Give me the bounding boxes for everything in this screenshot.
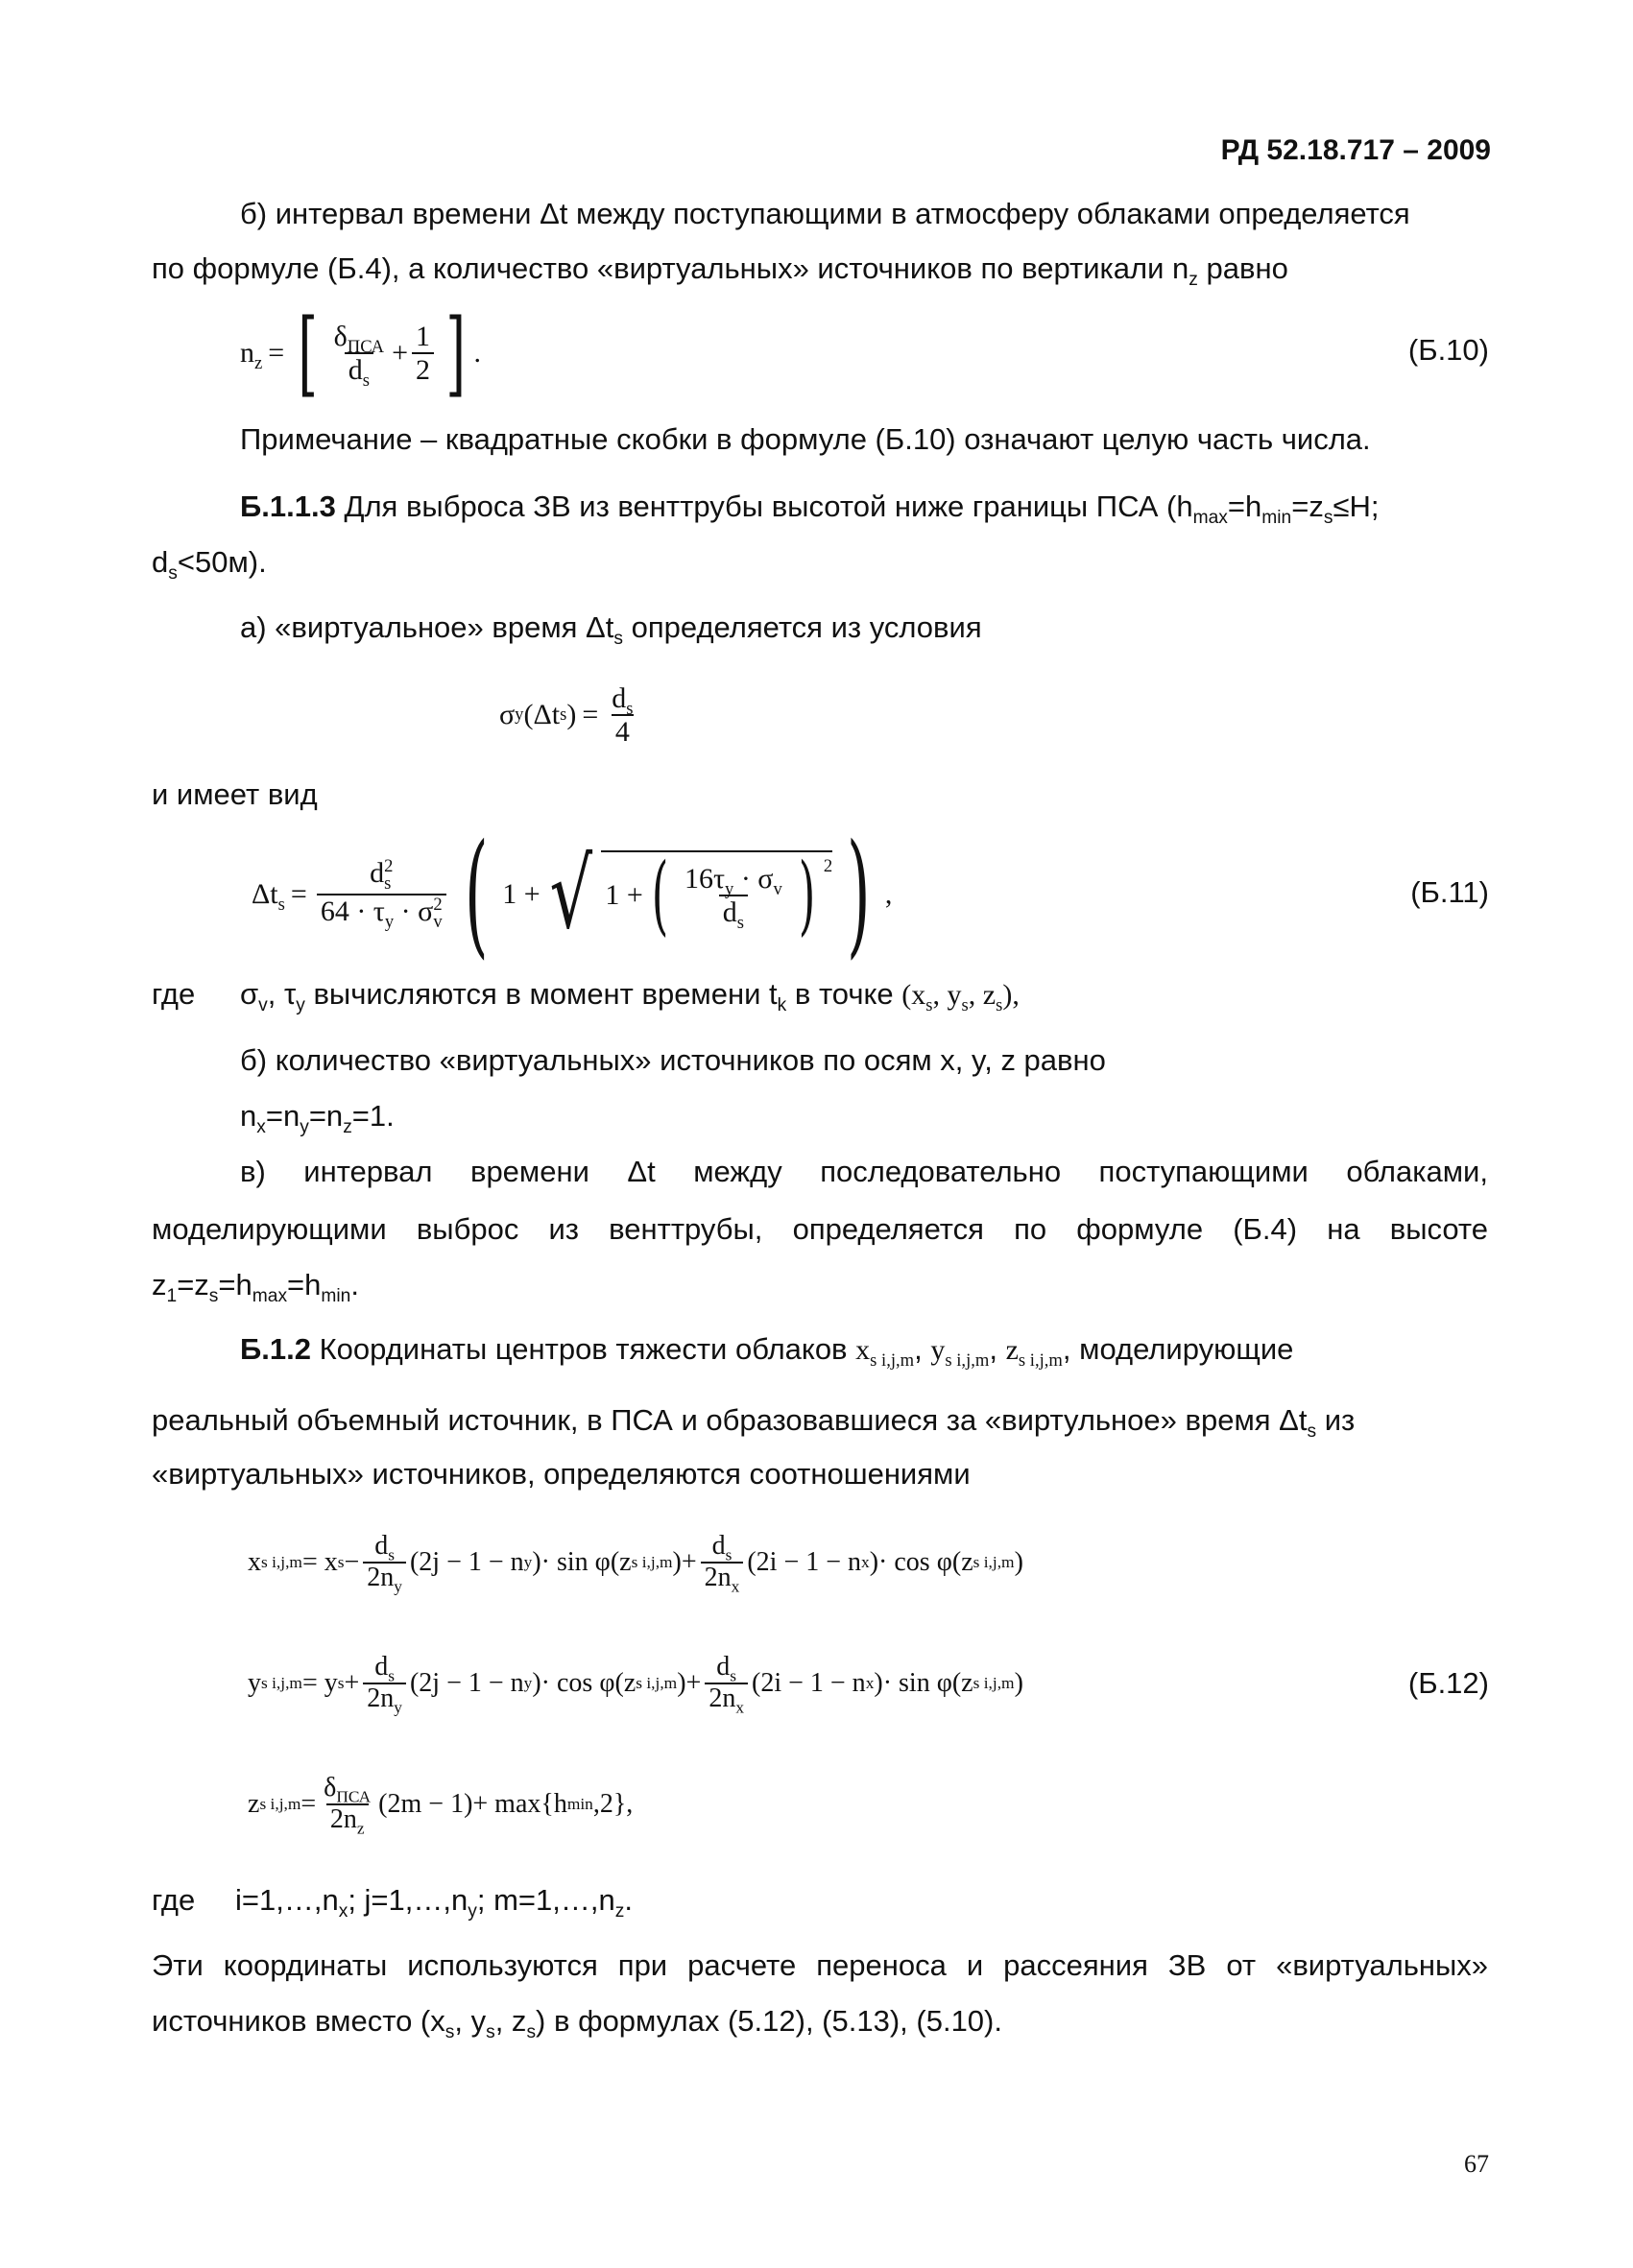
equation-sigma-condition: σ y (Δt s ) = $\frac{d_s}{4}$ [499,672,641,758]
text: (2j − 1 − n [409,1668,524,1698]
text: n [240,1099,257,1133]
var: n [240,337,254,369]
where-word-2: где [152,1883,196,1917]
text: определяется из условия [623,610,982,644]
equation-b12-z: z s i,j,m = $\frac{\delta_{ПСА}}{2n_z}$ (2m − 1)+ max{h min ,2}, [248,1773,634,1838]
var: 2n [367,1683,395,1713]
denominator [363,1562,406,1596]
subscript: 1 [166,1286,178,1307]
subscript: max [1192,508,1228,529]
coord-x [855,1334,915,1371]
equation-b12-x: x s i,j,m = x s − $\frac{d_s}{2n_y}$ (2j − 1 − n y )· sin φ(z s i,j,m )+ $\frac{d_s}{2n_x}$ (2i − 1 − n x )· cos φ(z s i,j,m ) [248,1531,1023,1596]
equation-b10 [240,299,481,407]
text: )· sin φ(z [874,1668,973,1698]
paragraph-b-line2 [152,251,1288,291]
text: источников вместо (x [152,2004,445,2038]
item-v-line3 [152,1268,359,1307]
subscript: ПСА [347,337,385,357]
equation-b11 [252,816,893,972]
fraction-inner [681,863,786,933]
text: · σ [733,863,774,895]
subscript: z [356,1819,365,1838]
var: d [711,1531,726,1562]
text: =z [177,1268,209,1301]
var: δ [324,1773,337,1803]
right-paren-inner: ) [798,845,816,945]
comma: , [884,878,893,910]
text: d [152,545,169,579]
denominator: 4 [612,714,634,748]
subscript: s [277,895,285,915]
section-b12-line3: «виртуальных» источников, определяются соотношениями [152,1457,971,1491]
text: )· cos φ(z [532,1668,636,1698]
section-number: Б.1.1.3 [240,489,336,523]
denominator [363,1683,406,1717]
var: x [248,1547,261,1577]
sup-sub-stack [384,855,394,895]
left-paren: ( [464,816,489,972]
fraction-ds-over-2ny [363,1531,406,1596]
subscript: y [394,1698,402,1717]
subscript: y [384,912,395,932]
subscript: s [725,1545,732,1564]
var: z [248,1789,260,1819]
text: , z [968,979,997,1011]
section-b12-line2 [152,1403,1356,1443]
subscript: s [362,370,370,391]
note-square-brackets: Примечание – квадратные скобки в формуле (Б.10) означают целую часть числа. [240,422,1371,456]
subscript: s i,j,m [870,1350,915,1371]
subscript: v [773,879,782,899]
subscript: x [735,1698,744,1717]
fraction-one-half [412,321,434,386]
equals-sign: = [290,878,307,910]
subscript: z [614,1901,625,1922]
text: = x [301,1547,338,1577]
var: d [612,682,627,714]
denominator [326,1803,369,1838]
var: d [722,896,737,928]
text: ; j=1,…,n [348,1883,468,1917]
text: · σ [394,895,434,927]
denominator [701,1562,744,1596]
plus-sign: + [344,1668,360,1698]
var: d [348,354,363,386]
numerator: 1 [416,321,431,352]
text: , [989,1332,1006,1366]
text: Координаты центров тяжести облаков [311,1332,856,1366]
page-number: 67 [1464,2150,1489,2178]
text: , y [932,979,962,1011]
text: 1 + [502,878,540,910]
superscript: 2 [384,855,394,876]
text: =h [218,1268,252,1301]
text: , [914,1332,931,1366]
text: )· cos φ(z [869,1547,973,1577]
text: =h [1227,489,1262,523]
var: 2n [708,1683,736,1713]
text: )· sin φ(z [532,1547,632,1577]
coord-z [1005,1334,1063,1371]
eq-lhs [240,337,263,373]
has-form-text: и имеет вид [152,777,318,811]
where-word-1: где [152,977,196,1011]
subscript: s [730,1666,737,1685]
text: , z [494,2004,527,2038]
equation-label-b12: (Б.12) [1407,1666,1489,1700]
fraction-ds-over-2nx [705,1652,748,1717]
subscript: s [526,2022,537,2043]
subscript: x [731,1577,740,1596]
text: 1 + [605,879,643,911]
var: 2n [704,1563,732,1592]
text: 64 · τ [320,895,385,927]
text: )+ [677,1668,702,1698]
numerator [330,321,388,357]
equals-sign: = [300,1789,317,1819]
section-b12-line1 [240,1332,1294,1371]
equals-sign: = [268,337,285,369]
item-a [240,610,982,650]
text: ) [1014,1668,1023,1698]
subscript: s [961,995,969,1015]
text: равно [1197,251,1288,285]
numerator [366,857,396,894]
var: x [855,1334,871,1366]
subscript: z [1189,270,1198,291]
text: ) [566,699,577,730]
subscript: y [468,1901,477,1922]
numerator [608,682,636,719]
subscript: min [321,1286,351,1307]
subscript: x [256,1117,266,1138]
text: =h [287,1268,322,1301]
superscript: 2 [433,894,443,915]
subscript: s [1323,508,1333,529]
fraction-main [317,857,446,931]
subscript: y [725,879,734,899]
text: . [624,1883,633,1917]
coord-y [930,1334,990,1371]
text: 16τ [684,863,726,895]
numerator [371,1653,398,1683]
var: y [930,1334,946,1366]
subscript: s [996,995,1003,1015]
text: ; m=1,…,n [476,1883,615,1917]
equation-label-b11: (Б.11) [1410,875,1489,909]
point-notation [901,979,1020,1015]
sqrt-body: 1 + ( $\frac{16\tau_y \cdot \sigma_v}{d_s}$ ) $^2$ [601,850,832,939]
item-v-line1: в) интервал времени Δt между последовательно поступающими облаками, [240,1155,1488,1188]
left-bracket: [ [298,299,319,407]
text: (2i − 1 − n [747,1547,862,1577]
text: =z [1291,489,1324,523]
denominator: 2 [412,352,434,386]
subscript: min [1261,508,1292,529]
fraction-d-over-4 [608,682,636,748]
plus-sign: + [392,337,409,369]
text: из [1316,1403,1356,1437]
text: ,2}, [592,1789,634,1819]
text: (2m − 1)+ max{h [378,1789,567,1819]
left-paren-inner: ( [651,845,669,945]
var: σ [499,699,516,730]
closing-line2 [152,2004,1002,2043]
var: z [1005,1334,1019,1366]
subscript: v [258,995,268,1016]
fraction-ds-over-2nx [701,1531,744,1596]
equation-label-b10: (Б.10) [1407,333,1489,367]
subscript: s [208,1286,219,1307]
subscript: s [444,2022,455,2043]
sqrt-sign: √ [549,838,592,950]
text: (2j − 1 − n [409,1547,524,1577]
text: <50м). [177,545,267,579]
text: . [350,1268,359,1301]
subscript: s i,j,m [1018,1350,1063,1371]
var: δ [333,321,348,352]
text: =n [265,1099,300,1133]
subscript: s [1307,1421,1317,1443]
subscript: y [296,995,305,1016]
minus-sign: − [344,1547,360,1577]
subscript: s [388,1545,396,1564]
fraction-delta-over-2nz [320,1773,374,1838]
sup-sub-stack [433,896,442,932]
text: ), [1002,979,1020,1011]
text: ) [1014,1547,1023,1577]
denominator [719,895,748,933]
subscript: v [433,912,443,933]
text: ≤H; [1333,489,1380,523]
period: . [473,337,481,369]
subscript: s [168,563,178,585]
var: 2n [329,1804,357,1834]
text: Для выброса ЗВ из венттрубы высотой ниже границы ПСА (h [335,489,1193,523]
numerator [712,1653,740,1683]
closing-line1: Эти координаты используются при расчете переноса и рассеяния ЗВ от «виртуальных» [152,1948,1488,1982]
where-definition-1 [240,977,1020,1016]
text: z [152,1268,167,1301]
var: Δt [252,878,278,910]
subscript: s [736,913,744,933]
fraction-delta-over-d [330,321,388,391]
subscript: s [384,873,392,895]
text: (2i − 1 − n [752,1668,866,1698]
subscript: y [394,1577,402,1596]
subscript: z [343,1117,352,1138]
text: а) «виртуальное» время Δt [240,610,614,644]
denominator [345,352,373,391]
where-definition-2 [235,1883,633,1922]
n-equalities [240,1099,395,1138]
fraction-ds-over-2ny [363,1652,406,1717]
paragraph-b-line1: б) интервал времени Δt между поступающими в атмосферу облаками определяется [240,197,1410,230]
var: 2n [367,1563,395,1592]
document-code-header: РД 52.18.717 – 2009 [1220,134,1491,166]
var: y [248,1668,261,1698]
text: по формуле (Б.4), а количество «виртуальных» источников по вертикали n [152,251,1189,285]
text: =1. [351,1099,395,1133]
subscript: max [252,1286,288,1307]
text: i=1,…,n [235,1883,339,1917]
text: =n [308,1099,344,1133]
right-paren: ) [847,816,871,972]
text: σ [240,977,259,1011]
text: реальный объемный источник, в ПСА и образовавшиеся за «виртульное» время Δt [152,1403,1308,1437]
equals-sign: = [582,699,599,730]
section-b113-line1 [240,489,1488,529]
subscript: z [254,353,263,373]
text: вычисляются в момент времени t [304,977,778,1011]
subscript: s [388,1666,396,1685]
text: (x [901,979,926,1011]
subscript: s [925,995,933,1015]
subscript: s i,j,m [945,1350,990,1371]
subscript: s [626,699,634,719]
var: d [370,857,385,890]
subscript: x [338,1901,348,1922]
text: , y [454,2004,487,2038]
subscript: k [777,995,787,1016]
item-v-line2: моделирующими выброс из венттрубы, определяется по формуле (Б.4) на высоте [152,1212,1488,1246]
text: в точке [786,977,902,1011]
numerator [708,1532,736,1562]
denominator [705,1683,748,1717]
subscript: s [613,629,623,650]
var: d [374,1652,389,1683]
numerator [681,863,786,899]
section-number: Б.1.2 [240,1332,311,1366]
right-bracket: ] [445,299,467,407]
text: (Δt [523,699,561,730]
item-b-count: б) количество «виртуальных» источников по осям x, y, z равно [240,1043,1106,1077]
subscript: y [300,1117,309,1138]
numerator [371,1532,398,1562]
section-b113-line2 [152,545,267,585]
text: , моделирующие [1062,1332,1294,1366]
text: ) в формулах (5.12), (5.13), (5.10). [536,2004,1002,2038]
numerator [320,1773,374,1806]
subscript: ПСА [336,1787,372,1806]
text: , τ [267,977,297,1011]
eq-lhs [252,878,285,915]
denominator [317,894,446,932]
equation-b12-y: y s i,j,m = y s + $\frac{d_s}{2n_y}$ (2j − 1 − n y )· cos φ(z s i,j,m )+ $\frac{d_s}{2n_x}$ (2i − 1 − n x )· sin φ(z s i,j,m ) [248,1652,1023,1717]
var: d [716,1652,731,1683]
text: = y [301,1668,338,1698]
subscript: s [486,2022,495,2043]
text: )+ [672,1547,697,1577]
var: d [374,1531,389,1562]
